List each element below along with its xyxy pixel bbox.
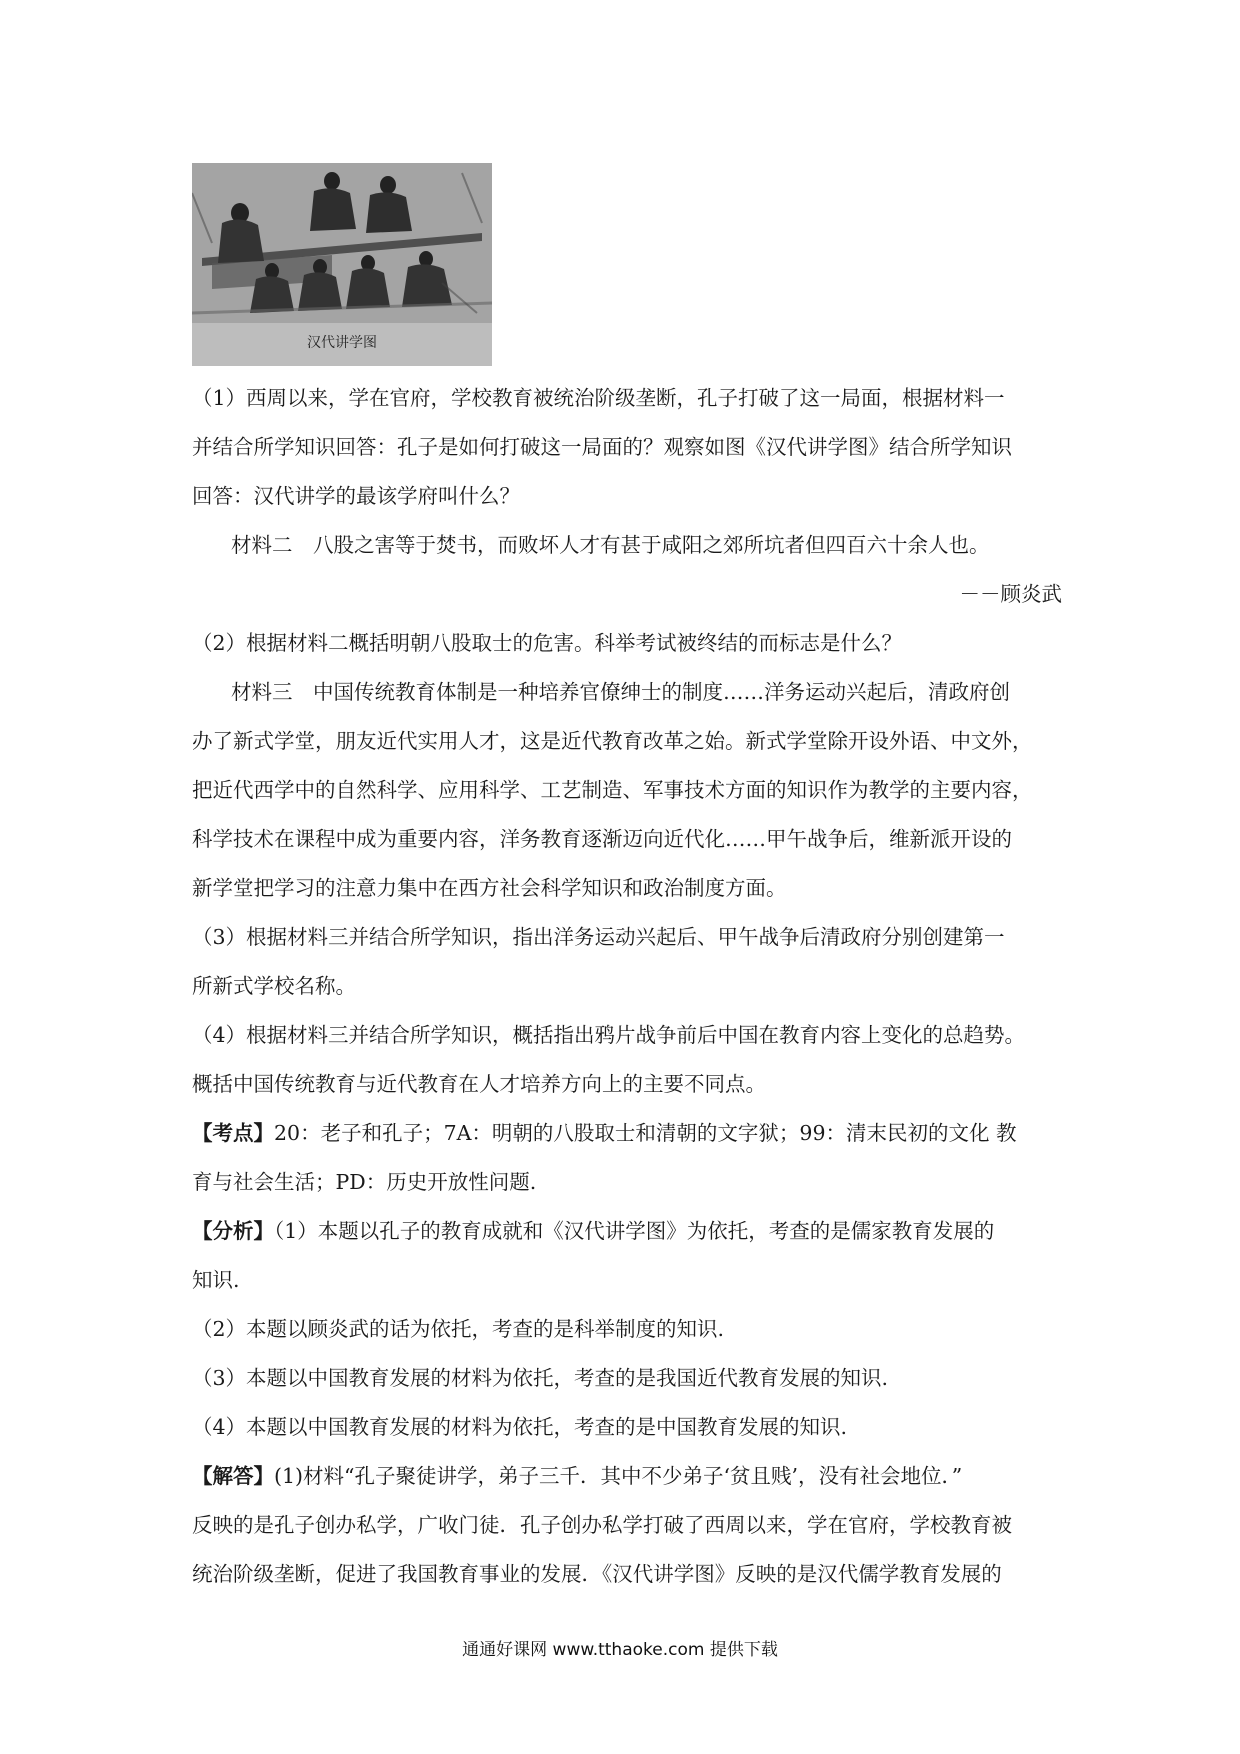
jieda-text: (1)材料“孔子聚徒讲学，弟子三千．其中不少弟子‘贫且贱’，没有社会地位．”: [274, 1464, 963, 1488]
question-3-line-2: 所新式学校名称。: [192, 974, 356, 998]
fenxi-line-2: 知识.: [192, 1268, 240, 1292]
kaodian-tag: 【考点】: [192, 1121, 274, 1145]
fenxi-line-4: （3）本题以中国教育发展的材料为依托，考查的是我国近代教育发展的知识.: [192, 1366, 889, 1390]
question-4-line-1: （4）根据材料三并结合所学知识，概括指出鸦片战争前后中国在教育内容上变化的总趋势。: [192, 1023, 1026, 1047]
fenxi-line-5: （4）本题以中国教育发展的材料为依托，考查的是中国教育发展的知识.: [192, 1415, 848, 1439]
jieda-line-1: [192, 1461, 1062, 1491]
material-2-text: 材料二 八股之害等于焚书，而败坏人才有甚于咸阳之郊所坑者但四百六十余人也。: [231, 533, 990, 557]
kaodian-text: 20：老子和孔子；7A：明朝的八股取士和清朝的文字狱；99：清末民初的文化 教: [274, 1121, 1017, 1145]
question-1-line-2: 并结合所学知识回答：孔子是如何打破这一局面的？观察如图《汉代讲学图》结合所学知识: [192, 435, 1012, 459]
material-3-line-4: 科学技术在课程中成为重要内容，洋务教育逐渐迈向近代化……甲午战争后，维新派开设的: [192, 827, 1012, 851]
fenxi-line-3: （2）本题以顾炎武的话为依托，考查的是科举制度的知识.: [192, 1317, 725, 1341]
question-2: （2）根据材料二概括明朝八股取士的危害。科举考试被终结的而标志是什么？: [192, 631, 903, 655]
question-1-line-1: （1）西周以来，学在官府，学校教育被统治阶级垄断，孔子打破了这一局面，根据材料一: [192, 386, 1005, 410]
fenxi-text: （1）本题以孔子的教育成就和《汉代讲学图》为依托，考查的是儒家教育发展的: [274, 1219, 995, 1243]
kaodian-line-1: [192, 1118, 1062, 1148]
jieda-tag: 【解答】: [192, 1464, 274, 1488]
material-3-line-1: 材料三 中国传统教育体制是一种培养官僚绅士的制度……洋务运动兴起后，清政府创: [231, 680, 1010, 704]
question-4-line-2: 概括中国传统教育与近代教育在人才培养方向上的主要不同点。: [192, 1072, 766, 1096]
question-3-line-1: （3）根据材料三并结合所学知识，指出洋务运动兴起后、甲午战争后清政府分别创建第一: [192, 925, 1005, 949]
jieda-line-2: 反映的是孔子创办私学，广收门徒．孔子创办私学打破了西周以来，学在官府，学校教育被: [192, 1513, 1012, 1537]
question-1-line-3: 回答：汉代讲学的最该学府叫什么？: [192, 484, 520, 508]
material-3-line-2: 办了新式学堂，朋友近代实用人才，这是近代教育改革之始。新式学堂除开设外语、中文外，: [192, 729, 1033, 753]
material-3-line-5: 新学堂把学习的注意力集中在西方社会科学知识和政治制度方面。: [192, 876, 787, 900]
figure-caption: 汉代讲学图: [307, 335, 377, 351]
kaodian-line-2: 育与社会生活；PD：历史开放性问题.: [192, 1170, 537, 1194]
han-lecture-figure: [192, 163, 492, 366]
fenxi-tag: 【分析】: [192, 1219, 274, 1243]
page-footer: 通通好课网 www.tthaoke.com 提供下载: [462, 1640, 778, 1660]
jieda-line-3: 统治阶级垄断，促进了我国教育事业的发展．《汉代讲学图》反映的是汉代儒学教育发展的: [192, 1562, 1002, 1586]
material-3-line-3: 把近代西学中的自然科学、应用科学、工艺制造、军事技术方面的知识作为教学的主要内容，: [192, 778, 1033, 802]
fenxi-line-1: [192, 1216, 1062, 1246]
material-2-attribution: －－顾炎武: [959, 582, 1062, 606]
